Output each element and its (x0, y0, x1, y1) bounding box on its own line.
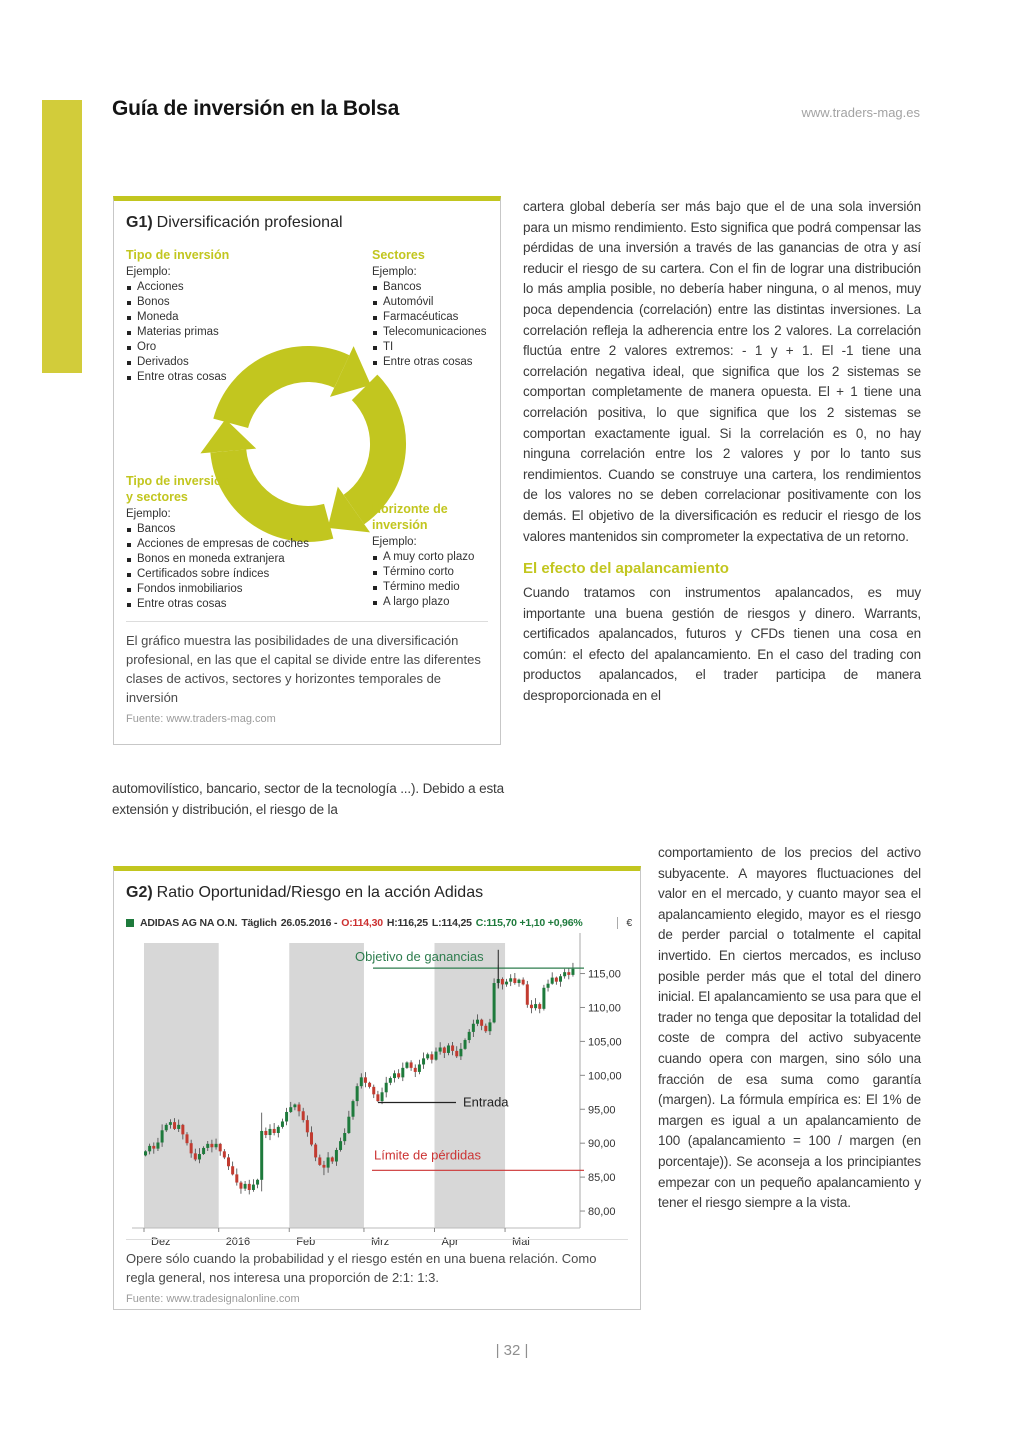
list-tipo-de-inversion (126, 247, 321, 385)
list-heading: Tipo de inversión y sectores (126, 474, 230, 504)
body-paragraph: Cuando tratamos con instrumentos apalancados, es muy importante una buena gestión de riesgos y dinero. Warrants, certificados apalancados, futuros y CFDs tienen una cosa en común: el efecto del apalancamiento. En el caso del trading con productos apalancados, el trader participa de manera desproporcionada en el (523, 585, 921, 704)
header-url[interactable]: www.traders-mag.es (801, 105, 920, 120)
svg-text:85,00: 85,00 (588, 1172, 616, 1185)
figure-g2-caption (126, 1239, 628, 1305)
bullet-icon (127, 286, 131, 290)
list-item: Bonos (126, 295, 321, 310)
list-item: Moneda (126, 310, 321, 325)
page-number: | 32 | (495, 1342, 529, 1359)
chart-legend (126, 917, 632, 929)
list-item: Derivados (126, 355, 321, 370)
legend-close: C:115,70 +1,10 +0,96% (475, 917, 583, 929)
svg-text:Apr: Apr (441, 1236, 459, 1248)
right-column (523, 197, 921, 707)
svg-text:105,00: 105,00 (588, 1036, 622, 1049)
cycle-arrow-segment (354, 387, 388, 509)
list-example-label: Ejemplo: (372, 536, 417, 548)
list-item: Oro (126, 340, 321, 355)
figure-g2-title: G2) Ratio Oportunidad/Riesgo en la acción Adidas (126, 884, 484, 901)
bullet-icon (127, 528, 131, 532)
bullet-icon (127, 316, 131, 320)
narrow-column-paragraph: comportamiento de los precios del activo subyacente. A mayores fluctuaciones del valor en el mercado, y cuanto mayor sea el apalancamiento elegido, mayor es el riesgo de perder parcial o totalmente el capital invertido. En ciertos mercados, es incluso posible perder más que el total del dinero inicial. El apalancamiento se usa para que el trader no tenga que depositar la totalidad del coste de compra del activo subyacente cuando opera con margen, sino sólo una fracción de esa suma como garantía (margen). La fórmula empírica es: El 1% de margen es igual a un apalancamiento de 100 (apalancamiento = 100 / margen (en porcentaje)). Se aconseja a los principiantes empezar con un pequeño apalancamiento y tener el riesgo siempre a la vista. (658, 845, 921, 1211)
svg-text:2016: 2016 (225, 1236, 251, 1248)
legend-open: O:114,30 (341, 917, 383, 929)
list-tipo-y-sectores (126, 473, 336, 612)
list-item: Fondos inmobiliarios (126, 582, 336, 597)
figure-g2-box (113, 866, 641, 1310)
svg-text:110,00: 110,00 (588, 1002, 621, 1015)
currency-label: € (617, 917, 632, 929)
list-item: Término medio (372, 580, 497, 595)
svg-text:Mai: Mai (512, 1236, 530, 1248)
list-item: Materias primas (126, 325, 321, 340)
figure-g2-label: G2) (126, 884, 153, 901)
caption-text: El gráfico muestra las posibilidades de una diversificación profesional, en las que el capital se divide entre las diferentes clases de activos, sectores y horizontes temporales de inversión (126, 633, 481, 705)
list-item: A largo plazo (372, 595, 497, 610)
bullet-icon (373, 571, 377, 575)
bullet-icon (373, 556, 377, 560)
candlestick-chart (122, 933, 634, 1255)
svg-text:90,00: 90,00 (588, 1138, 616, 1151)
bullet-icon (127, 376, 131, 380)
list-item: Certificados sobre índices (126, 567, 336, 582)
bullet-icon (373, 316, 377, 320)
caption-text: Opere sólo cuando la probabilidad y el riesgo estén en una buena relación. Como regla general, nos interesa una proporción de 2:1: 1:3. (126, 1251, 597, 1285)
bullet-icon (127, 603, 131, 607)
list-item: Telecomunicaciones (372, 325, 497, 340)
bullet-icon (127, 346, 131, 350)
svg-text:100,00: 100,00 (588, 1070, 622, 1083)
bullet-icon (127, 361, 131, 365)
figure-g1-label: G1) (126, 214, 153, 231)
bullet-icon (127, 588, 131, 592)
svg-text:95,00: 95,00 (588, 1104, 616, 1117)
objetivo-label: Objetivo de ganancias (355, 949, 484, 965)
left-column-paragraph: automovilístico, bancario, sector de la tecnología ...). Debido a esta extensión y distribución, el riesgo de la (112, 781, 504, 817)
figure-g1-caption (126, 621, 488, 725)
legend-period: Täglich (241, 917, 277, 929)
figure-g1-box (113, 196, 501, 745)
legend-date: 26.05.2016 - (280, 917, 338, 929)
legend-low: L:114,25 (431, 917, 472, 929)
svg-text:115,00: 115,00 (588, 968, 621, 981)
figure-g1-title: G1) Diversificación profesional (126, 214, 343, 231)
bullet-icon (373, 301, 377, 305)
svg-text:Dez: Dez (151, 1236, 171, 1248)
list-item: Bonos en moneda extranjera (126, 552, 336, 567)
list-example-label: Ejemplo: (126, 266, 171, 278)
section-heading-apalancamiento: El efecto del apalancamiento (523, 560, 729, 578)
list-item: Entre otras cosas (372, 355, 497, 370)
page-title: Guía de inversión en la Bolsa (112, 97, 400, 120)
series-color-swatch-icon (126, 919, 134, 927)
bullet-icon (127, 331, 131, 335)
list-item: A muy corto plazo (372, 550, 497, 565)
bullet-icon (127, 558, 131, 562)
list-heading: Horizonte de inversión (372, 502, 448, 532)
svg-text:80,00: 80,00 (588, 1206, 616, 1219)
bullet-icon (373, 601, 377, 605)
list-item: Entre otras cosas (126, 370, 321, 385)
svg-text:Feb: Feb (296, 1236, 316, 1248)
list-item: Acciones de empresas de coches (126, 537, 336, 552)
bullet-icon (373, 586, 377, 590)
list-example-label: Ejemplo: (372, 266, 417, 278)
list-item: TI (372, 340, 497, 355)
svg-text:Mrz: Mrz (370, 1236, 390, 1248)
list-item: Farmacéuticas (372, 310, 497, 325)
bullet-icon (127, 543, 131, 547)
body-paragraph: cartera global debería ser más bajo que el de una sola inversión para un mismo rendimiento. Esto significa que podrá compensar las pérdidas de una inversión a través de las ganancias de otra y así reducir el riesgo de su cartera. Con el fin de lograr una distribución lo más amplia posible, no debería haber ninguna, o al menos, muy poca dependencia (correlación) entre las distintas inversiones. La correlación refleja la adherencia entre los 2 valores. La correlación fluctúa entre 2 valores extremos: - 1 y + 1. El -1 tiene una correlación negativa ideal, que significa que los 2 sistemas se comportan completamente de manera opuesta. El + 1 tiene una correlación positiva, lo que significa que los 2 sistemas se comportan exactamente igual. Si la correlación es 0, no hay ninguna correlación entre los 2 valores y por lo tanto sus rendimientos. Cuando se construye una cartera, los rendimientos de los valores no se deben correlacionar positivamente con los demás. El objetivo de la diversificación es reducir el riesgo de los valores mantenidos sin comprometer la expectativa de un retorno. (523, 199, 921, 544)
list-heading: Sectores (372, 248, 425, 262)
bullet-icon (373, 346, 377, 350)
list-item: Automóvil (372, 295, 497, 310)
list-item: Acciones (126, 280, 321, 295)
list-item: Entre otras cosas (126, 597, 336, 612)
entrada-label: Entrada (463, 1094, 509, 1110)
bullet-icon (373, 331, 377, 335)
accent-sidebar (42, 100, 82, 373)
list-example-label: Ejemplo: (126, 508, 171, 520)
list-item: Bancos (372, 280, 497, 295)
limite-label: Límite de pérdidas (374, 1147, 481, 1163)
bullet-icon (373, 361, 377, 365)
list-item: Término corto (372, 565, 497, 580)
list-heading: Tipo de inversión (126, 248, 230, 262)
caption-source: Fuente: www.tradesignalonline.com (126, 1293, 300, 1305)
caption-source: Fuente: www.traders-mag.com (126, 713, 276, 725)
list-sectores (372, 247, 497, 370)
list-horizonte-de-inversion (372, 501, 497, 610)
list-item: Bancos (126, 522, 336, 537)
legend-high: H:116,25 (386, 917, 428, 929)
legend-symbol: ADIDAS AG NA O.N. (140, 917, 238, 929)
bullet-icon (127, 573, 131, 577)
bullet-icon (373, 286, 377, 290)
bullet-icon (127, 301, 131, 305)
